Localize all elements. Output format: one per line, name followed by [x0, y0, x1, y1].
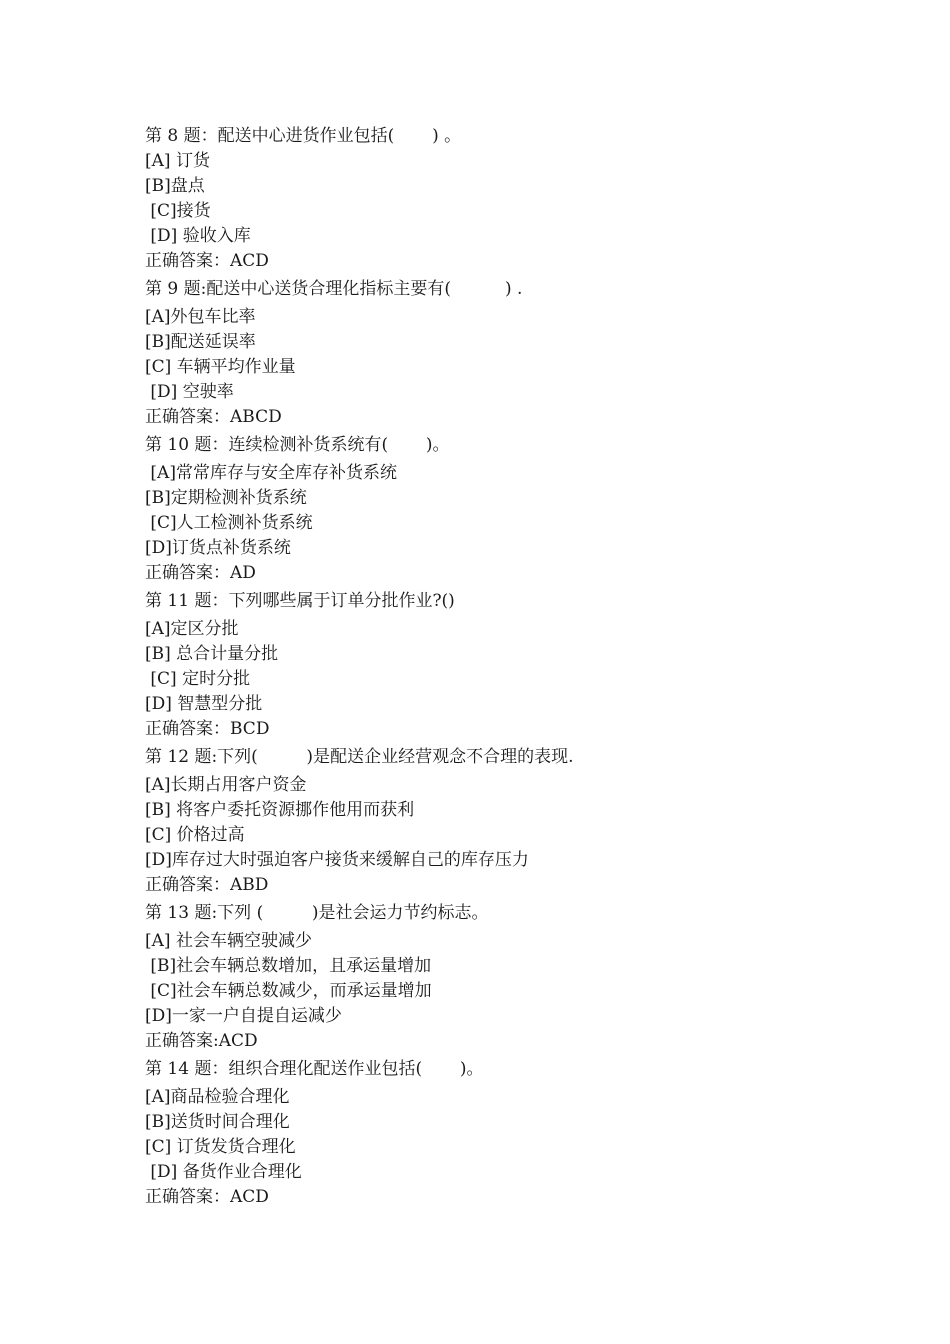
answer-option: [B] 将客户委托资源挪作他用而获利: [145, 800, 415, 820]
question-block: [145, 1054, 865, 1210]
answer-option: [B]盘点: [145, 176, 205, 196]
answer-option: [B]送货时间合理化: [145, 1112, 290, 1132]
correct-answer: 正确答案：ACD: [145, 251, 269, 271]
answer-option: [D]一家一户自提自运减少: [145, 1006, 342, 1026]
question-title: 第 11 题：下列哪些属于订单分批作业?(): [145, 591, 455, 611]
question-block: [145, 124, 865, 274]
question-block: [145, 898, 865, 1054]
question-list: [145, 124, 865, 1210]
question-title: 第 10 题：连续检测补货系统有( )。: [145, 435, 450, 455]
answer-option: [A] 订货: [145, 151, 210, 171]
answer-option: [D] 智慧型分批: [145, 694, 263, 714]
answer-option: [B]配送延误率: [145, 332, 256, 352]
answer-option: [B]社会车辆总数增加，且承运量增加: [145, 956, 432, 976]
question-title: 第 9 题:配送中心送货合理化指标主要有( ) .: [145, 279, 523, 299]
answer-option: [D] 空驶率: [145, 382, 234, 402]
answer-option: [C] 订货发货合理化: [145, 1137, 296, 1157]
correct-answer: 正确答案：ABD: [145, 875, 269, 895]
question-title: 第 13 题:下列 ( )是社会运力节约标志。: [145, 903, 489, 923]
answer-option: [C]社会车辆总数减少，而承运量增加: [145, 981, 432, 1001]
answer-option: [A]定区分批: [145, 619, 239, 639]
answer-option: [A]长期占用客户资金: [145, 775, 307, 795]
question-title: 第 12 题:下列( )是配送企业经营观念不合理的表现.: [145, 747, 574, 767]
answer-option: [A]商品检验合理化: [145, 1087, 290, 1107]
answer-option: [D]订货点补货系统: [145, 538, 291, 558]
answer-option: [D]库存过大时强迫客户接货来缓解自己的库存压力: [145, 850, 529, 870]
correct-answer: 正确答案：BCD: [145, 719, 270, 739]
question-block: [145, 742, 865, 898]
answer-option: [C] 定时分批: [145, 669, 251, 689]
answer-option: [D] 验收入库: [145, 226, 251, 246]
answer-option: [C]接货: [145, 201, 211, 221]
question-title: 第 14 题：组织合理化配送作业包括( )。: [145, 1059, 484, 1079]
question-block: [145, 430, 865, 586]
answer-option: [A] 社会车辆空驶减少: [145, 931, 312, 951]
answer-option: [D] 备货作业合理化: [145, 1162, 302, 1182]
answer-option: [A]常常库存与安全库存补货系统: [145, 463, 397, 483]
question-title: 第 8 题：配送中心进货作业包括( ) 。: [145, 126, 462, 146]
correct-answer: 正确答案：ACD: [145, 1187, 269, 1207]
correct-answer: 正确答案:ACD: [145, 1031, 258, 1051]
question-block: [145, 586, 865, 742]
answer-option: [C]人工检测补货系统: [145, 513, 313, 533]
answer-option: [C] 车辆平均作业量: [145, 357, 296, 377]
answer-option: [A]外包车比率: [145, 307, 256, 327]
correct-answer: 正确答案：AD: [145, 563, 256, 583]
answer-option: [B] 总合计量分批: [145, 644, 279, 664]
question-block: [145, 274, 865, 430]
correct-answer: 正确答案：ABCD: [145, 407, 282, 427]
answer-option: [C] 价格过高: [145, 825, 245, 845]
answer-option: [B]定期检测补货系统: [145, 488, 307, 508]
